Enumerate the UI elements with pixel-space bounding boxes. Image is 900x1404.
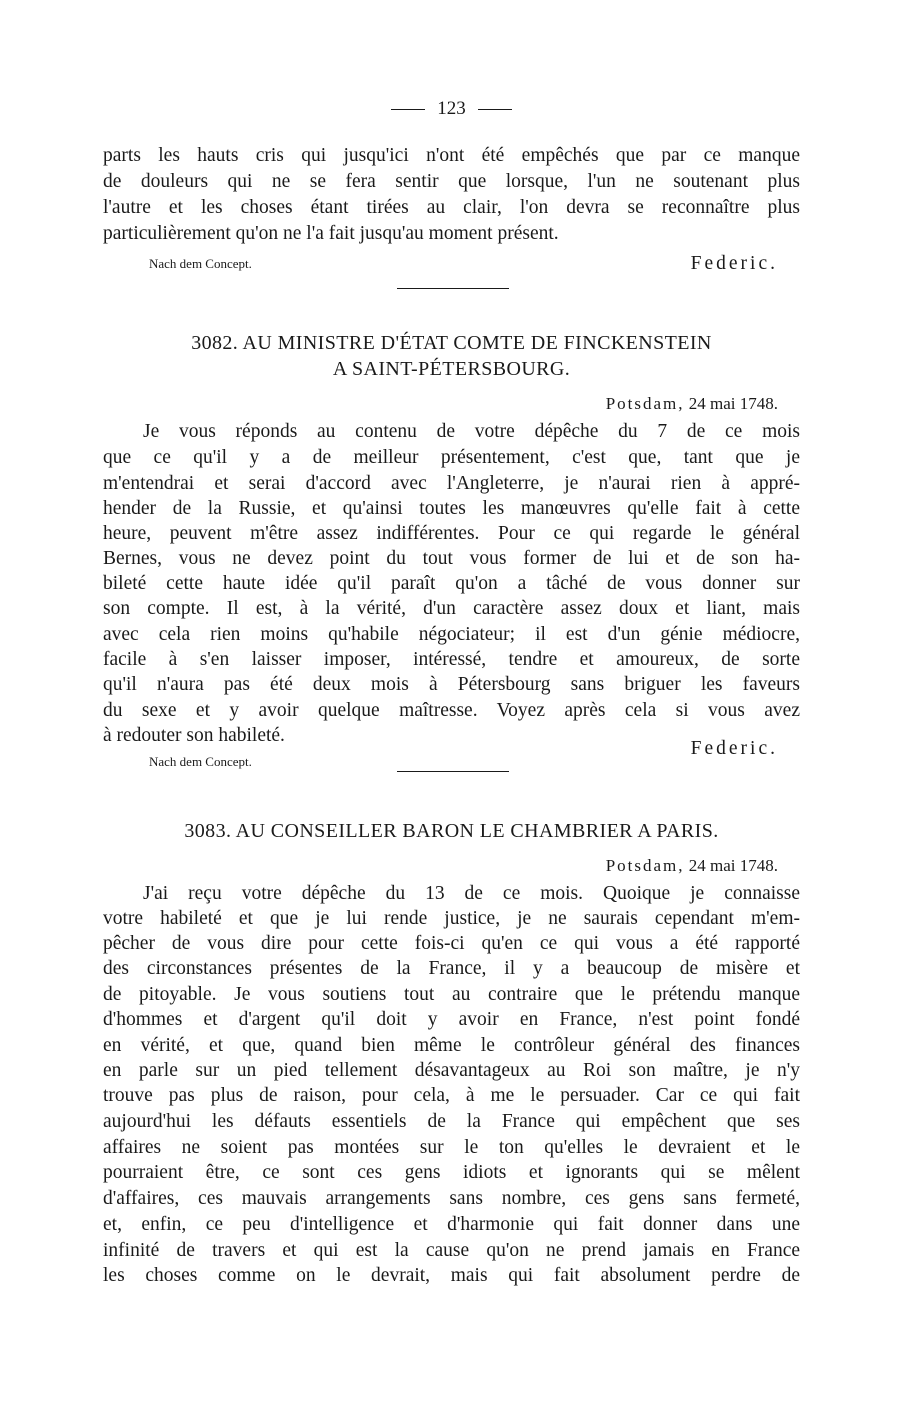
text-line: des circonstances présentes de la France, il y a beaucoup de misère et	[103, 958, 800, 979]
text-line: pêcher de vous dire pour cette fois-ci qu'en ce qui vous a été rapporté	[103, 933, 800, 954]
text-line: bileté cette haute idée qu'il paraît qu'on a tâché de vous donner sur	[103, 573, 800, 594]
text-line: à redouter son habileté.	[103, 725, 285, 746]
text-line: qu'il n'aura pas été deux mois à Pétersbourg sans briguer les faveurs	[103, 674, 800, 695]
text-line: J'ai reçu votre dépêche du 13 de ce mois. Quoique je connaisse	[143, 883, 800, 904]
text-line: d'hommes et d'argent qu'il doit y avoir en France, n'est point fondé	[103, 1009, 800, 1030]
separator-rule	[397, 288, 509, 289]
document-page	[103, 0, 800, 1404]
text-line: en vérité, et que, quand bien même le contrôleur général des finances	[103, 1035, 800, 1056]
page-header	[103, 98, 800, 120]
text-line: m'entendrai et serai d'accord avec l'Angleterre, je n'aurai rien à appré-	[103, 473, 800, 494]
dateline-place: Potsdam,	[605, 856, 685, 875]
page-number: 123	[437, 98, 466, 119]
text-line: pourraient être, ce sont ces gens idiots et ignorants qui se mêlent	[103, 1162, 800, 1183]
text-line: avec cela rien moins qu'habile négociateur; il est d'un génie médiocre,	[103, 624, 800, 645]
dateline-place: Potsdam,	[605, 394, 685, 413]
text-line: l'autre et les choses étant tirées au clair, l'on devra se reconnaître plus	[103, 197, 800, 218]
text-line: et, enfin, ce peu d'intelligence et d'harmonie qui fait donner dans une	[103, 1214, 800, 1235]
text-line: heure, peuvent m'être assez indifférentes. Pour ce qui regarde le général	[103, 523, 800, 544]
header-dash-left	[391, 109, 425, 110]
dateline	[606, 394, 778, 414]
text-line: du sexe et y avoir quelque maîtresse. Voyez après cela si vous avez	[103, 700, 800, 721]
text-line: infinité de travers et qui est la cause qu'on ne prend jamais en France	[103, 1240, 800, 1261]
dateline	[606, 856, 778, 876]
dateline-date: 24 mai 1748.	[688, 394, 778, 413]
text-line: les choses comme on le devrait, mais qui fait absolument perdre de	[103, 1265, 800, 1286]
text-line: votre habileté et que je lui rende justice, je ne saurais cependant m'em-	[103, 908, 800, 929]
text-line: affaires ne soient pas montées sur le ton qu'elles le devraient et le	[103, 1137, 800, 1158]
text-line: son compte. Il est, à la vérité, d'un caractère assez doux et liant, mais	[103, 598, 800, 619]
source-note: Nach dem Concept.	[149, 256, 252, 271]
separator-rule	[397, 771, 509, 772]
text-line: trouve pas plus de raison, pour cela, à me le persuader. Car ce qui fait	[103, 1085, 800, 1106]
source-note: Nach dem Concept.	[149, 754, 252, 769]
text-line: particulièrement qu'on ne l'a fait jusqu'au moment présent.	[103, 223, 559, 244]
text-line: facile à s'en laisser imposer, intéressé, tendre et amoureux, de sorte	[103, 649, 800, 670]
text-line: de douleurs qui ne se fera sentir que lorsque, l'un ne soutenant plus	[103, 171, 800, 192]
text-line: Bernes, vous ne devez point du tout vous former de lui et de son ha-	[103, 548, 800, 569]
header-dash-right	[478, 109, 512, 110]
letter-title: 3083. AU CONSEILLER BARON LE CHAMBRIER A PARIS.	[184, 820, 719, 842]
text-line: hender de la Russie, et qu'ainsi toutes les manœuvres qu'elle fait à cette	[103, 498, 800, 519]
text-line: parts les hauts cris qui jusqu'ici n'ont été empêchés que par ce manque	[103, 145, 800, 166]
signature: Federic.	[690, 253, 778, 274]
text-line: en parle sur un pied tellement désavantageux au Roi son maître, je n'y	[103, 1060, 800, 1081]
text-line: Je vous réponds au contenu de votre dépêche du 7 de ce mois	[143, 421, 800, 442]
dateline-date: 24 mai 1748.	[688, 856, 778, 875]
text-line: aujourd'hui les défauts essentiels de la France qui empêchent que ses	[103, 1111, 800, 1132]
letter-title-continued: A SAINT-PÉTERSBOURG.	[332, 358, 571, 380]
letter-title: 3082. AU MINISTRE D'ÉTAT COMTE DE FINCKENSTEIN	[191, 332, 712, 354]
text-line: que ce qu'il y a de meilleur présentement, c'est que, tant que je	[103, 447, 800, 468]
text-line: d'affaires, ces mauvais arrangements sans nombre, ces gens sans fermeté,	[103, 1188, 800, 1209]
text-line: de pitoyable. Je vous soutiens tout au contraire que le prétendu manque	[103, 984, 800, 1005]
signature: Federic.	[690, 738, 778, 759]
